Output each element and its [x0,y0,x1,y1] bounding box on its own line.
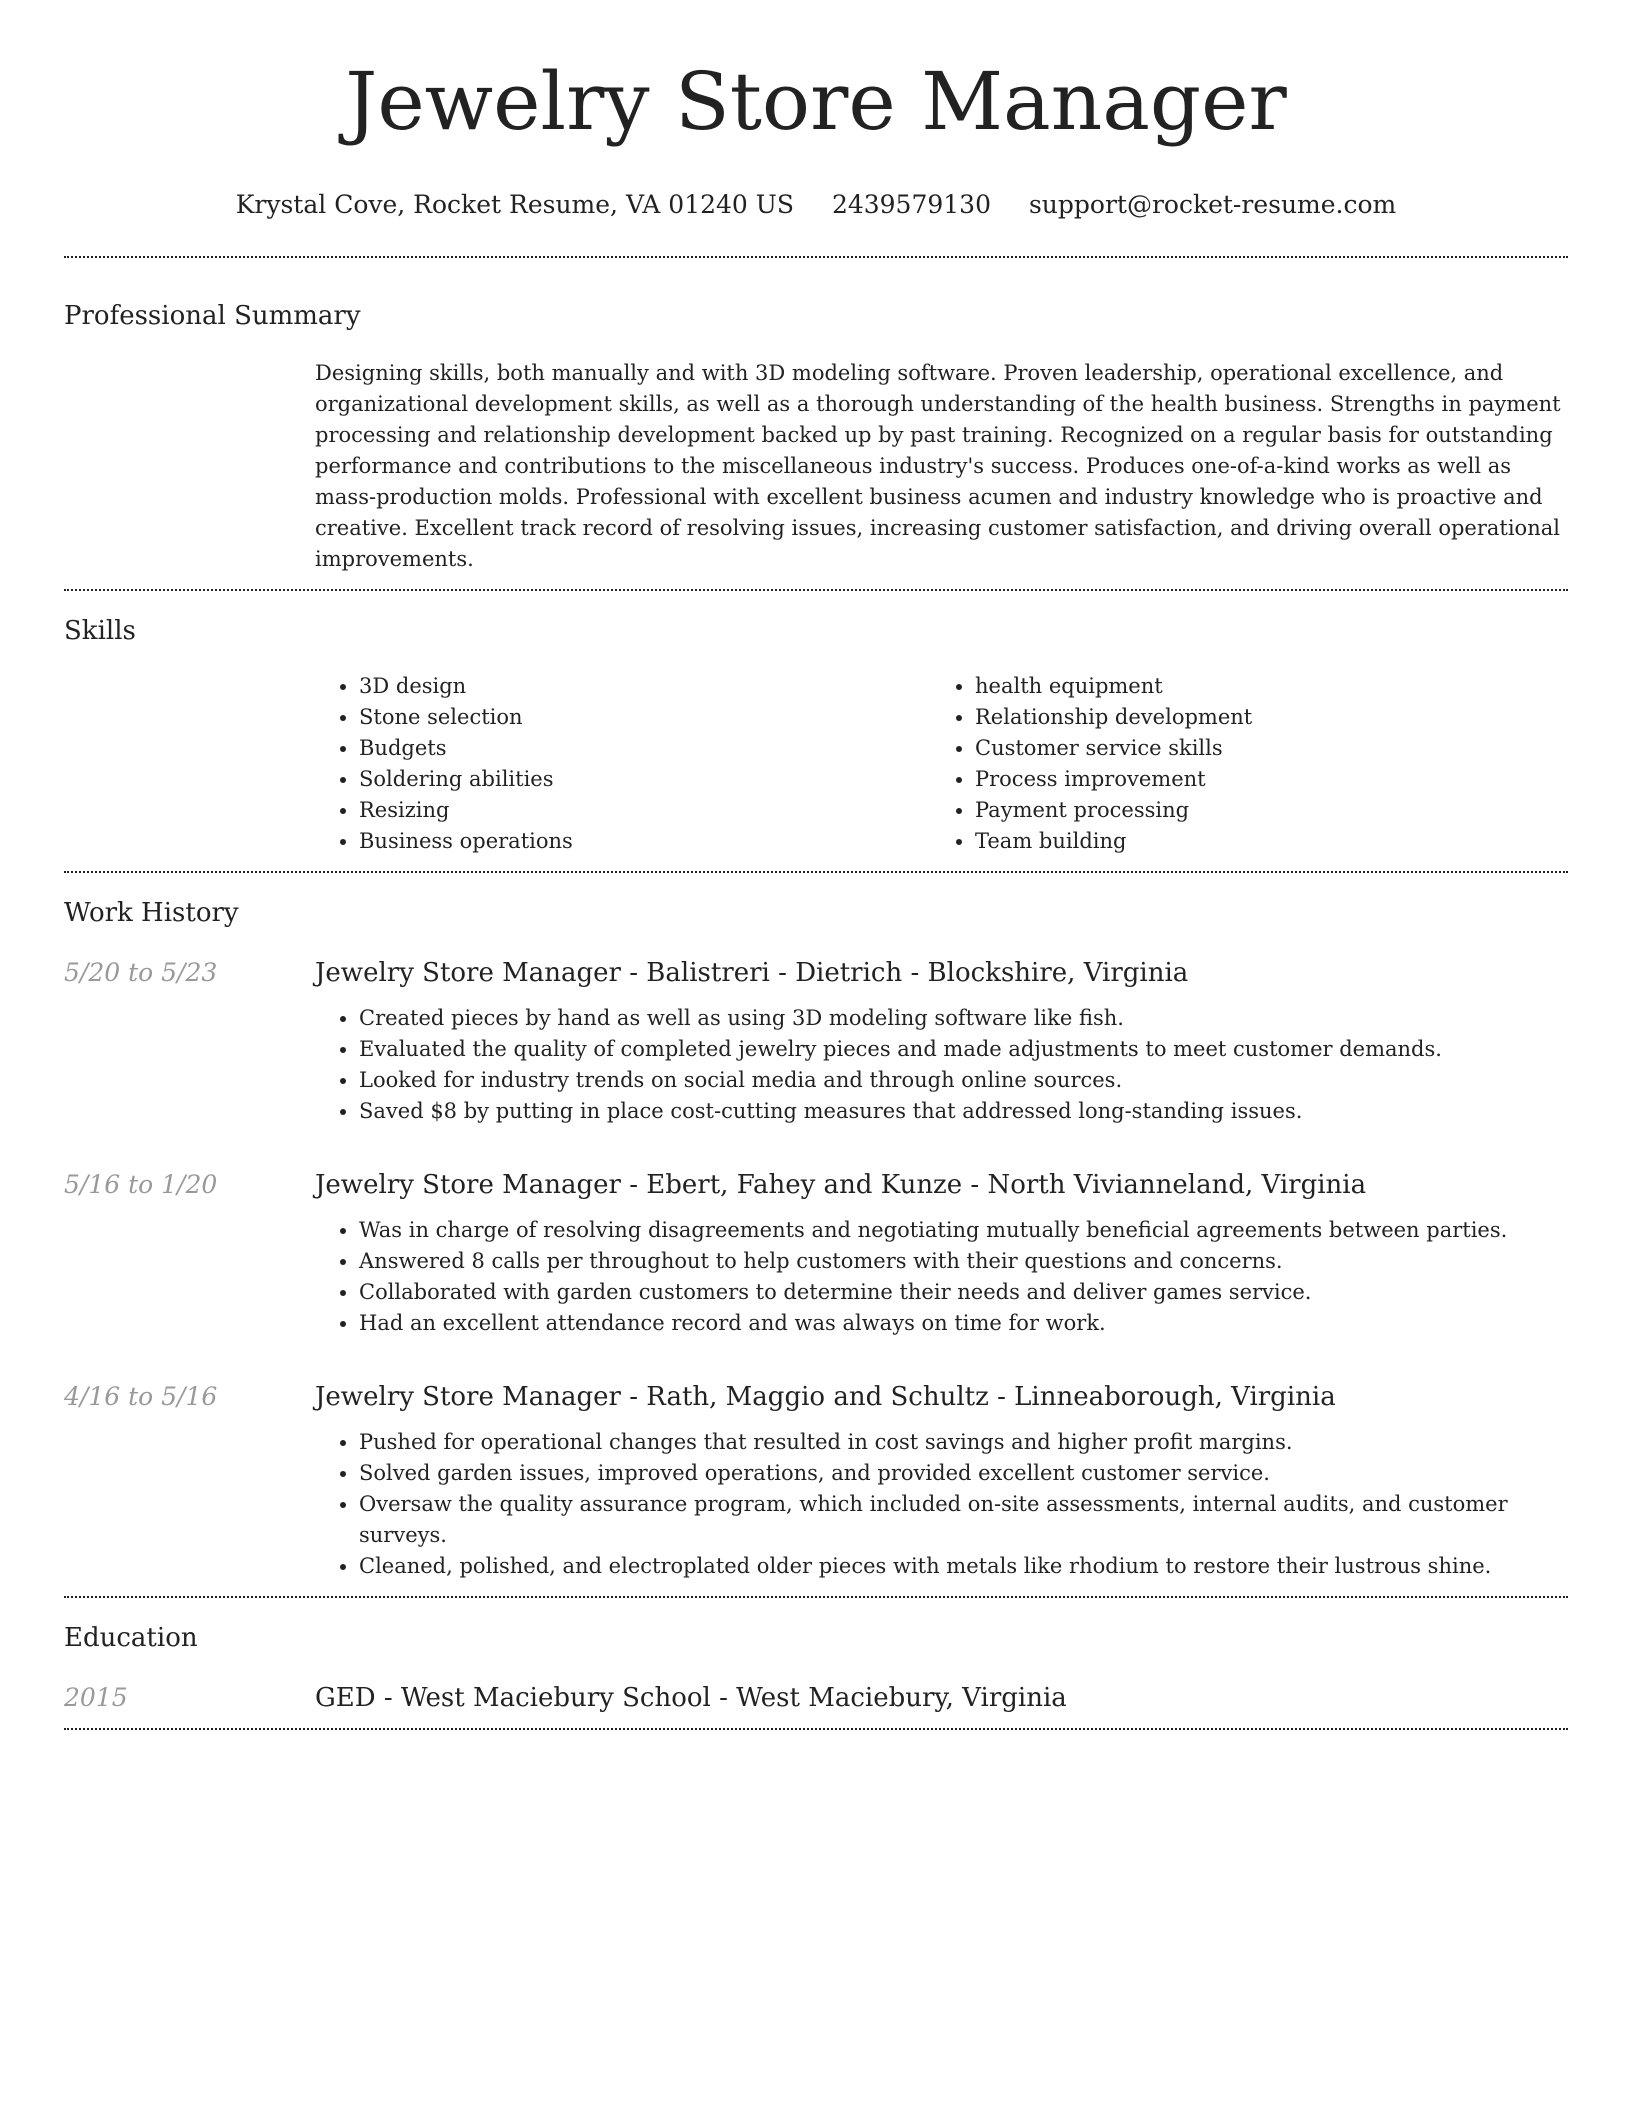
job-bullets [315,1427,1568,1582]
skills-section [64,591,1568,871]
contact-phone: 2439579130 [831,190,991,219]
skill-item: • Stone selection [359,702,931,733]
job-body [315,1169,1568,1339]
skill-item: • Customer service skills [975,733,1547,764]
skill-item: • Resizing [359,795,931,826]
job-title: Jewelry Store Manager - Rath, Maggio and Schultz - Linneaborough, Virginia [315,1382,1336,1412]
job-body [315,957,1568,1127]
job-bullet: • Answered 8 calls per throughout to help customers with their questions and concerns. [359,1246,1568,1277]
job-bullet: • Solved garden issues, improved operations, and provided excellent customer service. [359,1458,1568,1489]
job-dates: 5/16 to 1/20 [64,1170,218,1199]
summary-section [64,258,1568,589]
job-dates: 4/16 to 5/16 [64,1382,218,1411]
skill-item: • 3D design [359,671,931,702]
job-entry [64,1381,1568,1582]
job-bullet: • Evaluated the quality of completed jewelry pieces and made adjustments to meet customer demands. [359,1034,1568,1065]
work-history-heading: Work History [64,898,239,928]
skill-item: • Business operations [359,826,931,857]
contact-email: support@rocket-resume.com [1028,190,1397,219]
job-bullet: • Looked for industry trends on social media and through online sources. [359,1065,1568,1096]
summary-heading: Professional Summary [64,301,361,331]
education-divider [64,1728,1568,1730]
job-bullet: • Oversaw the quality assurance program, which included on-site assessments, internal audits, and customer surveys. [359,1489,1568,1551]
job-bullet: • Cleaned, polished, and electroplated older pieces with metals like rhodium to restore their lustrous shine. [359,1551,1568,1582]
contact-line [64,190,1568,220]
job-bullets [315,1215,1568,1339]
job-bullet: • Was in charge of resolving disagreements and negotiating mutually beneficial agreements between parties. [359,1215,1568,1246]
education-heading: Education [64,1623,198,1653]
education-section [64,1598,1568,1728]
education-body [315,1682,1568,1714]
job-bullet: • Created pieces by hand as well as using 3D modeling software like fish. [359,1003,1568,1034]
job-bullet: • Had an excellent attendance record and was always on time for work. [359,1308,1568,1339]
job-bullet: • Saved $8 by putting in place cost-cutting measures that addressed long-standing issues. [359,1096,1568,1127]
job-body [315,1381,1568,1582]
skill-item: • Soldering abilities [359,764,931,795]
skill-item: • Relationship development [975,702,1547,733]
skills-grid [315,671,1568,857]
skill-item: • Payment processing [975,795,1547,826]
job-title: Jewelry Store Manager - Ebert, Fahey and Kunze - North Vivianneland, Virginia [315,1170,1367,1200]
job-bullet: • Pushed for operational changes that resulted in cost savings and higher profit margins. [359,1427,1568,1458]
job-entry [64,957,1568,1127]
education-title: GED - West Maciebury School - West Maciebury, Virginia [315,1683,1067,1713]
skill-item: • Budgets [359,733,931,764]
skills-column-left [315,671,931,857]
job-bullet: • Collaborated with garden customers to determine their needs and deliver games service. [359,1277,1568,1308]
skill-item: • Team building [975,826,1547,857]
skill-item: • health equipment [975,671,1547,702]
job-entry [64,1169,1568,1339]
summary-text: Designing skills, both manually and with 3D modeling software. Proven leadership, operational excellence, and organizational development skills, as well as a thorough understanding of the health business. Strengths in payment processing and relationship development backed up by past training. Recognized on a regular basis for outstanding performance and contributions to the miscellaneous industry's success. Produces one-of-a-kind works as well as mass-production molds. Professional with excellent business acumen and industry knowledge who is proactive and creative. Excellent track record of resolving issues, increasing customer satisfaction, and driving overall operational improvements. [315,361,1561,571]
education-entry [64,1682,1568,1714]
resume-name: Jewelry Store Manager [345,55,1287,148]
work-history-section [64,873,1568,1596]
education-year: 2015 [64,1683,128,1712]
contact-address: Krystal Cove, Rocket Resume, VA 01240 US [235,190,794,219]
job-bullets [315,1003,1568,1127]
job-title: Jewelry Store Manager - Balistreri - Dietrich - Blockshire, Virginia [315,958,1189,988]
skills-column-right [931,671,1547,857]
job-dates: 5/20 to 5/23 [64,958,218,987]
skill-item: • Process improvement [975,764,1547,795]
skills-heading: Skills [64,616,136,646]
